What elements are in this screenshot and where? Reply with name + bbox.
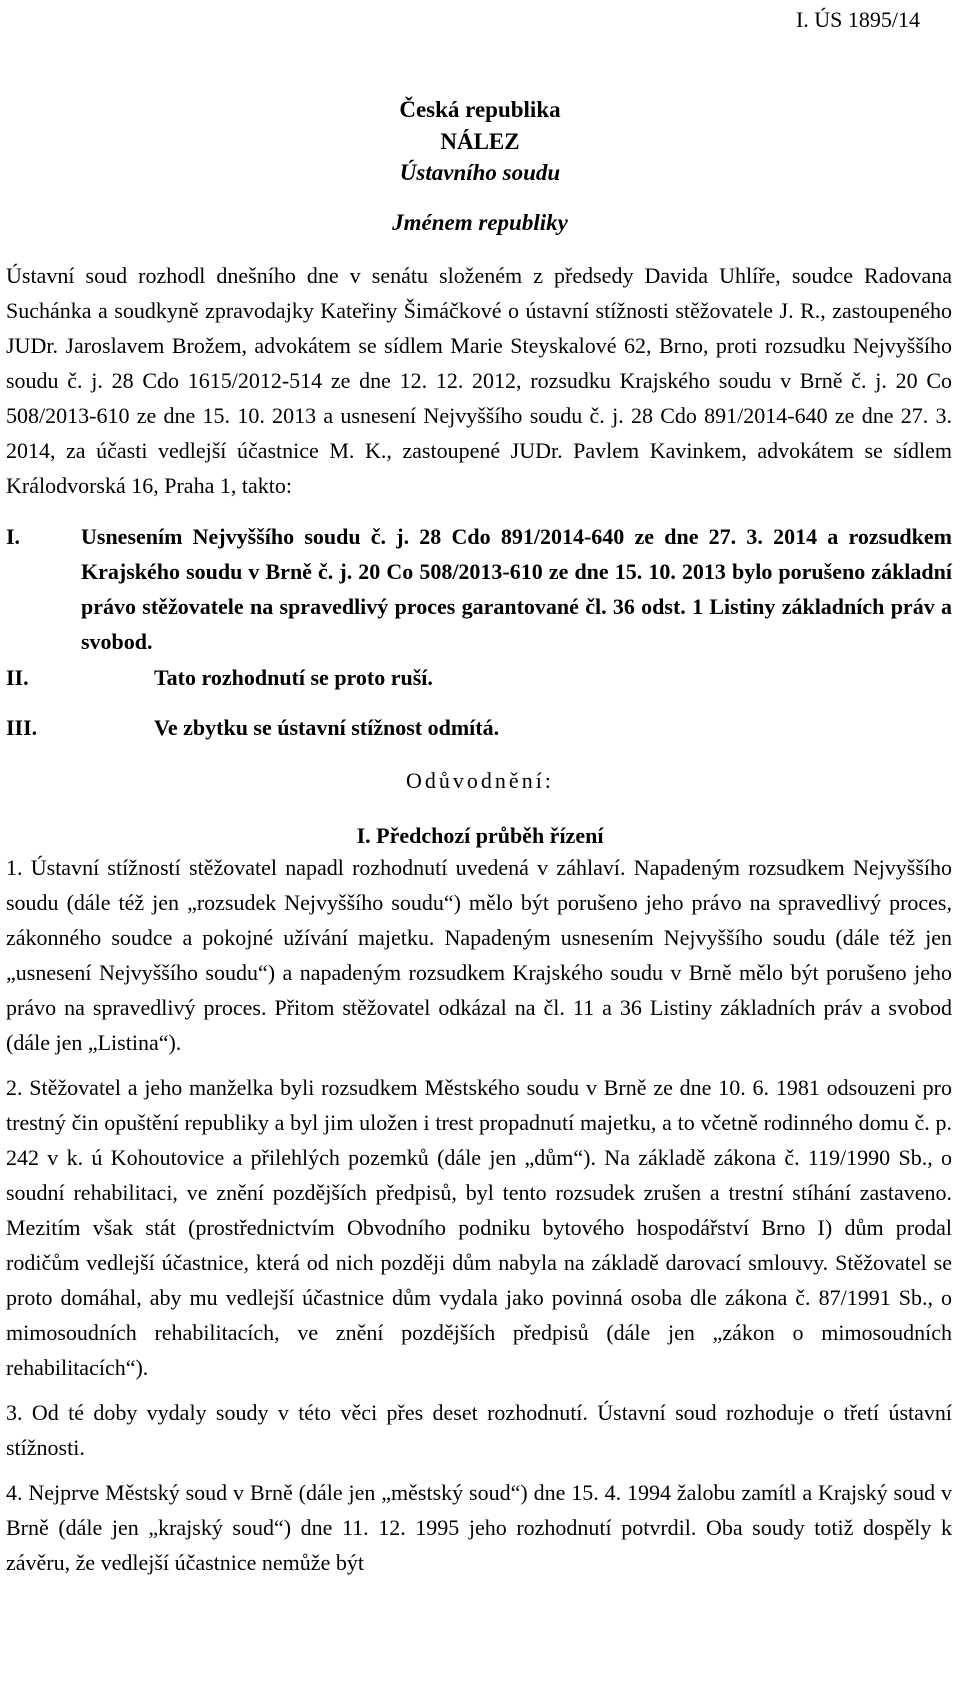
case-number: I. ÚS 1895/14 bbox=[795, 7, 920, 32]
header-court: Ústavního soudu bbox=[399, 160, 561, 185]
section-heading: I. Předchozí průběh řízení bbox=[356, 823, 604, 848]
header-in-the-name: Jménem republiky bbox=[392, 210, 568, 235]
verdict-number: III. bbox=[6, 715, 38, 740]
reasoning-body bbox=[6, 850, 952, 1580]
verdict-text: Ve zbytku se ústavní stížnost odmítá. bbox=[154, 715, 500, 740]
paragraph-2: 2. Stěžovatel a jeho manželka byli rozsudkem Městského soudu v Brně ze dne 10. 6. 1981 odsouzeni pro trestný čin opuštění republiky a byl jim uložen i trest propadnutí majetku, a to včetně rodinného domu č. p. 242 v k. ú Kohoutovice a přilehlých pozemků (dále jen „dům“). Na základě zákona č. 119/1990 Sb., o soudní rehabilitaci, ve znění pozdějších předpisů, byl tento rozsudek zrušen a trestní stíhání zastaveno. Mezitím však stát (prostřednictvím Obvodního podniku bytového hospodářství Brno I) dům prodal rodičům vedlejší účastnice, která od nich později dům nabyla na základě darovací smlouvy. Stěžovatel se proto domáhal, aby mu vedlejší účastnice dům vydala jako povinná osoba dle zákona č. 87/1991 Sb., o mimosoudních rehabilitacích, ve znění pozdějších předpisů (dále jen „zákon o mimosoudních rehabilitacích“). bbox=[6, 1075, 952, 1380]
verdict-text: Tato rozhodnutí se proto ruší. bbox=[154, 665, 433, 690]
verdict-number: II. bbox=[6, 665, 29, 690]
verdict-item-1 bbox=[6, 519, 952, 659]
intro-paragraph bbox=[6, 258, 952, 503]
header-decision-type: NÁLEZ bbox=[440, 129, 520, 154]
verdict-item-3 bbox=[6, 710, 952, 745]
verdict-text: Usnesením Nejvyššího soudu č. j. 28 Cdo 891/2014-640 ze dne 27. 3. 2014 a rozsudkem Krajského soudu v Brně č. j. 20 Co 508/2013-610 ze dne 15. 10. 2013 bylo porušeno základní právo stěžovatele na spravedlivý proces garantované čl. 36 odst. 1 Listiny základních práv a svobod. bbox=[81, 524, 952, 654]
reasoning-title: Odůvodnění: bbox=[406, 768, 554, 793]
paragraph-1: 1. Ústavní stížností stěžovatel napadl rozhodnutí uvedená v záhlaví. Napadeným rozsudkem Nejvyššího soudu (dále též jen „rozsudek Nejvyššího soudu“) mělo být porušeno jeho právo na spravedlivý proces, zákonného soudce a pokojné užívání majetku. Napadeným usnesením Nejvyššího soudu (dále též jen „usnesení Nejvyššího soudu“) a napadeným rozsudkem Krajského soudu v Brně mělo být porušeno jeho právo na spravedlivý proces. Přitom stěžovatel odkázal na čl. 11 a 36 Listiny základních práv a svobod (dále jen „Listina“). bbox=[6, 855, 952, 1055]
paragraph-4: 4. Nejprve Městský soud v Brně (dále jen „městský soud“) dne 15. 4. 1994 žalobu zamítl a Krajský soud v Brně (dále jen „krajský soud“) dne 11. 12. 1995 jeho rozhodnutí potvrdil. Oba soudy totiž dospěly k závěru, že vedlejší účastnice nemůže být bbox=[6, 1480, 952, 1575]
verdict-item-2 bbox=[6, 660, 952, 695]
intro-text: Ústavní soud rozhodl dnešního dne v senátu složeném z předsedy Davida Uhlíře, soudce Radovana Suchánka a soudkyně zpravodajky Kateřiny Šimáčkové o ústavní stížnosti stěžovatele J. R., zastoupeného JUDr. Jaroslavem Brožem, advokátem se sídlem Marie Steyskalové 62, Brno, proti rozsudku Nejvyššího soudu č. j. 28 Cdo 1615/2012-514 ze dne 12. 12. 2012, rozsudku Krajského soudu v Brně č. j. 20 Co 508/2013-610 ze dne 15. 10. 2013 a usnesení Nejvyššího soudu č. j. 28 Cdo 891/2014-640 ze dne 27. 3. 2014, za účasti vedlejší účastnice M. K., zastoupené JUDr. Pavlem Kavinkem, advokátem se sídlem Králodvorská 16, Praha 1, takto: bbox=[6, 263, 952, 498]
paragraph-3: 3. Od té doby vydaly soudy v této věci přes deset rozhodnutí. Ústavní soud rozhoduje o třetí ústavní stížnosti. bbox=[6, 1400, 952, 1460]
verdict-number: I. bbox=[6, 524, 21, 549]
header-country: Česká republika bbox=[399, 97, 561, 122]
